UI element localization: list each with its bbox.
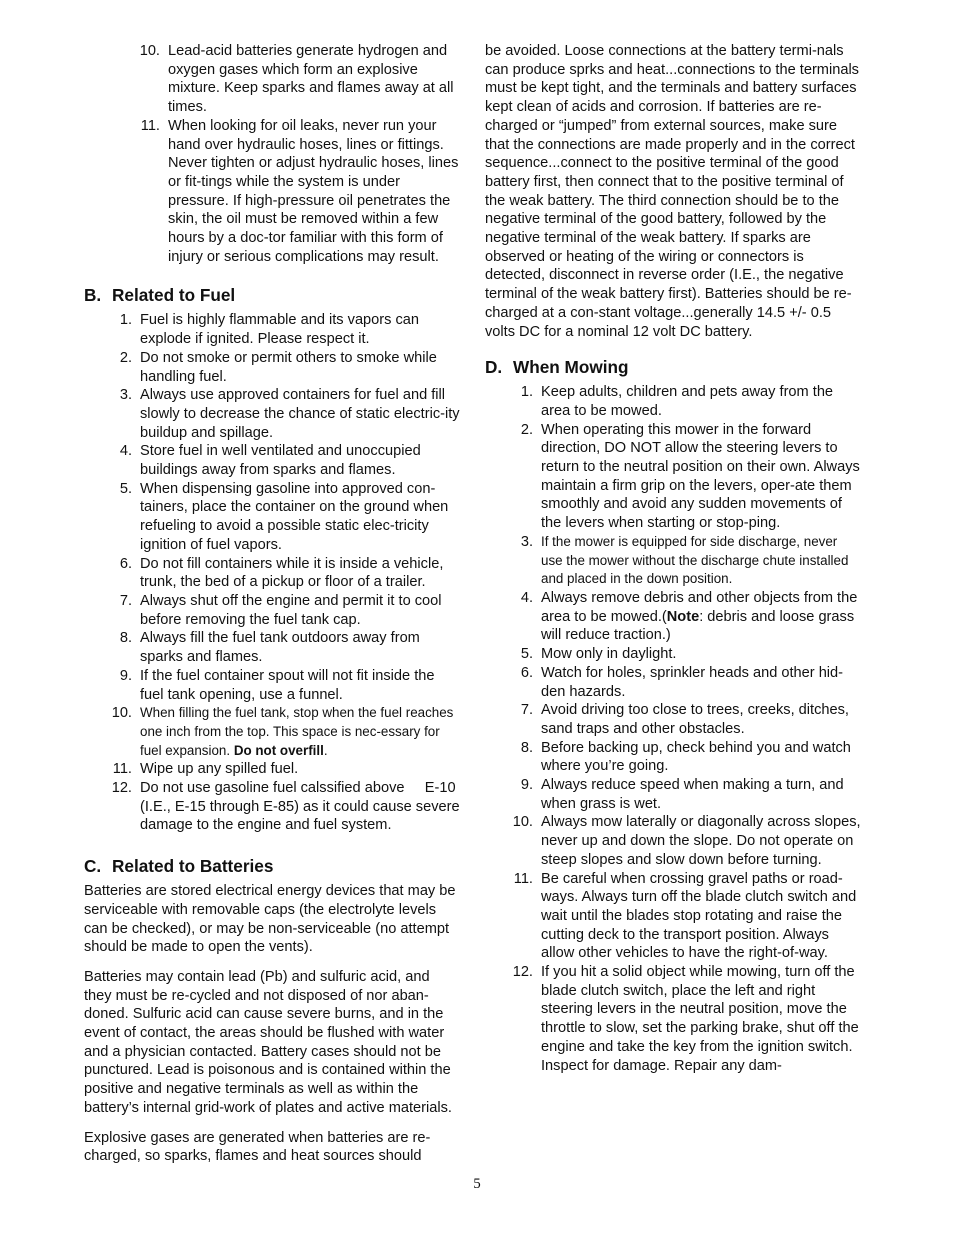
list-item	[485, 421, 861, 533]
item-number: 2.	[119, 349, 132, 366]
list-item	[485, 813, 861, 869]
page-number: 5	[473, 1176, 481, 1192]
item-number: 12.	[512, 964, 533, 981]
item-number: 11.	[112, 761, 132, 778]
item-text: Do not use gasoline fuel calssified above E-10 (I.E., E-15 through E-85) as it could cause severe damage to the engine and fuel system.	[140, 780, 464, 834]
list-item	[84, 311, 460, 348]
list-item	[84, 760, 460, 779]
list-item	[84, 555, 460, 592]
list-item	[485, 701, 861, 738]
item-text: Before backing up, check behind you and watch where you’re going.	[541, 739, 851, 775]
list-item	[84, 349, 460, 386]
item-number: 4.	[520, 589, 533, 606]
item-text: When looking for oil leaks, never run your hand over hydraulic hoses, lines or fittings. Never tighten or adjust hydraulic hoses, lines or fit-tings while the system is under pressure. If high-pressure oil penetrates the skin, the oil must be removed within a few hours by a doc-tor familiar with this form of injury or serious complications may result.	[168, 117, 459, 265]
list-item	[485, 870, 861, 964]
section-d-title: When Mowing	[513, 357, 629, 378]
section-c-heading	[84, 855, 460, 877]
item-text: Do not smoke or permit others to smoke while handling fuel.	[140, 349, 437, 385]
item-number: 8.	[520, 739, 533, 756]
item-number: 10.	[111, 705, 132, 722]
list-item	[84, 442, 460, 479]
list-item	[485, 533, 861, 589]
item-text: Always mow laterally or diagonally across slopes, never up and down the slope. Do not operate on steep slopes and slow down before turning.	[541, 814, 861, 868]
item-number: 11.	[513, 870, 533, 887]
item-text: If the fuel container spout will not fit inside the fuel tank opening, use a funnel.	[140, 667, 435, 703]
item-number: 10.	[512, 814, 533, 831]
section-b-heading	[84, 284, 460, 306]
section-c-title: Related to Batteries	[112, 856, 274, 877]
item-number: 3.	[520, 533, 533, 550]
item-number: 7.	[520, 702, 533, 719]
item-text: Avoid driving too close to trees, creeks, ditches, sand traps and other obstacles.	[541, 702, 849, 737]
intro-list	[112, 42, 460, 266]
item-text: Mow only in daylight.	[541, 646, 677, 663]
battery-paragraph: Batteries may contain lead (Pb) and sulfuric acid, and they must be re-cycled and not disposed of nor aban-doned. Sulfuric acid can cause severe burns, and in the event of contact, the areas should be flushed with water and a physician contacted. Battery cases should not be punctured. Lead is poisonous and is contained within the positive and negative terminals as well as within the battery’s internal grid-work of plates and active materials.	[84, 968, 452, 1116]
list-item	[84, 480, 460, 555]
item-text: Lead-acid batteries generate hydrogen and oxygen gases which form an explosive mixture. Keep sparks and flames away at all times.	[168, 43, 454, 116]
item-number: 1.	[119, 312, 132, 329]
item-number: 6.	[520, 664, 533, 681]
item-text: Wipe up any spilled fuel.	[140, 761, 299, 778]
item-text: Always reduce speed when making a turn, and when grass is wet.	[541, 777, 844, 812]
item-text-main: When filling the fuel tank, stop when the fuel reaches one inch from the top. This space is nec-essary for fuel expansion.	[140, 705, 454, 758]
item-number: 8.	[119, 630, 132, 647]
item-number: 11.	[140, 117, 160, 134]
section-c-letter: C.	[84, 856, 102, 877]
section-b-title: Related to Fuel	[112, 285, 236, 306]
list-item	[84, 667, 460, 704]
battery-paragraph: Batteries are stored electrical energy devices that may be serviceable with removable caps (the electrolyte levels can be checked), or may be non-serviceable (no attempt should be made to open the vents).	[84, 883, 456, 956]
item-text: Keep adults, children and pets away from the area to be mowed.	[541, 384, 834, 419]
item-text: When dispensing gasoline into approved con-tainers, place the container on the ground when refueling to avoid a possible static elec-tricity ignition of fuel vapors.	[140, 480, 449, 553]
item-text: Store fuel in well ventilated and unoccupied buildings away from sparks and flames.	[140, 443, 421, 479]
item-number: 7.	[119, 592, 132, 609]
item-number: 9.	[119, 667, 132, 684]
item-text: When operating this mower in the forward direction, DO NOT allow the steering levers to return to the neutral position on their own. Always maintain a firm grip on the levers, oper-ate them smoothly and avoid any sudden movements of the levers when starting or stop-ping.	[541, 421, 860, 532]
item-text-bold: Note	[666, 608, 700, 625]
item-text: Do not fill containers while it is inside a vehicle, trunk, the bed of a pickup or floor of a trailer.	[140, 555, 444, 591]
item-number: 12.	[111, 780, 132, 797]
list-item	[485, 739, 861, 776]
item-number: 6.	[119, 555, 132, 572]
section-d-letter: D.	[485, 357, 503, 378]
right-column	[485, 42, 861, 1075]
item-text	[541, 589, 861, 645]
item-number: 5.	[520, 646, 533, 663]
battery-paragraph: Explosive gases are generated when batteries are re-charged, so sparks, flames and heat sources should	[84, 1129, 431, 1165]
list-item	[485, 664, 861, 701]
item-number: 2.	[520, 421, 533, 438]
item-number: 10.	[139, 43, 160, 59]
list-item	[84, 704, 460, 760]
item-text: Always shut off the engine and permit it to cool before removing the fuel tank cap.	[140, 592, 442, 628]
item-number: 5.	[119, 480, 132, 497]
list-item	[112, 42, 460, 117]
item-number: 3.	[119, 387, 132, 404]
item-text: If you hit a solid object while mowing, turn off the blade clutch switch, place the left and right steering levers in the neutral position, move the throttle to slow, set the parking brake, shut off the engine and take the key from the ignition switch. Inspect for damage. Repair any dam-	[541, 964, 859, 1074]
item-text: Be careful when crossing gravel paths or road-ways. Always turn off the blade clutch switch and wait until the blades stop rotating and raise the cutting deck to the transport position. Always allow other vehicles to have the right-of-way.	[541, 870, 857, 962]
section-d-heading	[485, 356, 861, 378]
item-text-after: .	[323, 742, 328, 758]
item-text: Always use approved containers for fuel and fill slowly to decrease the chance of static electric-ity buildup and spillage.	[140, 387, 460, 441]
item-text-bold: Do not overfill	[233, 742, 324, 758]
item-number: 4.	[119, 443, 132, 460]
item-text-after: : debris and loose grass will reduce traction.)	[541, 608, 855, 644]
item-text: Always fill the fuel tank outdoors away from sparks and flames.	[140, 630, 420, 666]
list-item	[485, 963, 861, 1075]
left-column	[84, 42, 464, 1166]
list-item	[485, 383, 861, 420]
list-item	[485, 589, 861, 645]
item-text: If the mower is equipped for side discharge, never use the mower without the discharge chute installed and placed in the down position.	[541, 533, 849, 587]
mowing-list	[485, 383, 861, 1075]
list-item	[84, 779, 464, 835]
section-b-letter: B.	[84, 285, 102, 306]
item-number: 9.	[520, 777, 533, 794]
item-text: Fuel is highly flammable and its vapors can explode if ignited. Please respect it.	[140, 312, 420, 348]
list-item	[84, 592, 460, 629]
item-number: 1.	[520, 384, 533, 401]
list-item	[485, 645, 861, 664]
item-text-main: Always remove debris and other objects from the area to be mowed.(	[541, 589, 858, 625]
list-item	[485, 776, 861, 813]
item-text: Watch for holes, sprinkler heads and other hid-den hazards.	[541, 664, 844, 700]
list-item	[84, 386, 460, 442]
battery-continuation: be avoided. Loose connections at the battery termi-nals can produce sprks and heat...connections to the terminals must be kept tight, and the terminals and battery surfaces kept clean of acids and corrosion. If batteries are re-charged or “jumped” from external sources, make sure that the connections are made properly and in the correct sequence...connect to the positive terminal of the good battery first, then connect that to the positive terminal of the weak battery. The third connection should be to the negative terminal of the good battery, followed by the negative terminal of the weak battery. If sparks are observed or heating of the wiring or connectors is detected, disconnect in reverse order (I.E., the negative terminal of the weak battery first). Batteries should be re-charged at a con-stant voltage...generally 14.5 +/- 0.5 volts DC for a nominal 12 volt DC battery.	[485, 43, 859, 340]
item-text	[140, 704, 460, 760]
list-item	[112, 117, 460, 267]
list-item	[84, 629, 460, 666]
fuel-list	[84, 311, 464, 835]
